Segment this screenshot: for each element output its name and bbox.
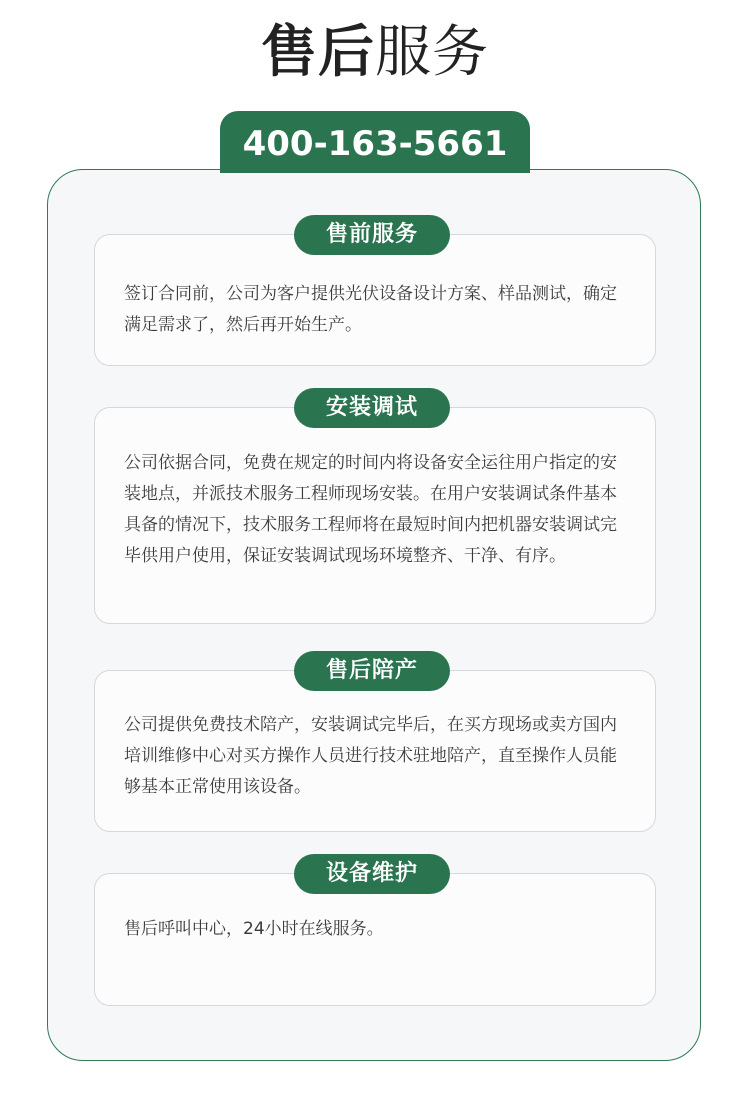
section-installation-body: 公司依据合同，免费在规定的时间内将设备安全运往用户指定的安装地点，并派技术服务工程师现场安装。在用户安装调试条件基本具备的情况下，技术服务工程师将在最短时间内把机器安装调试完毕供用户使用，保证安装调试现场环境整齐、干净、有序。 — [124, 453, 617, 566]
hotline-number[interactable]: 400-163-5661 — [220, 111, 530, 173]
section-pre-sale-body: 签订合同前，公司为客户提供光伏设备设计方案、样品测试，确定满足需求了，然后再开始生产。 — [124, 284, 617, 335]
page-title-bold: 售后 — [261, 20, 375, 85]
section-after-sale-support-body: 公司提供免费技术陪产，安装调试完毕后，在买方现场或卖方国内培训维修中心对买方操作人员进行技术驻地陪产，直至操作人员能够基本正常使用该设备。 — [124, 715, 617, 797]
page-title — [0, 18, 750, 88]
section-after-sale-support-title: 售后陪产 — [294, 651, 450, 691]
section-maintenance-body: 售后呼叫中心，24小时在线服务。 — [124, 919, 384, 939]
section-installation-title: 安装调试 — [294, 388, 450, 428]
section-pre-sale-title: 售前服务 — [294, 215, 450, 255]
page-title-light: 服务 — [375, 20, 489, 85]
section-maintenance-title: 设备维护 — [294, 854, 450, 894]
